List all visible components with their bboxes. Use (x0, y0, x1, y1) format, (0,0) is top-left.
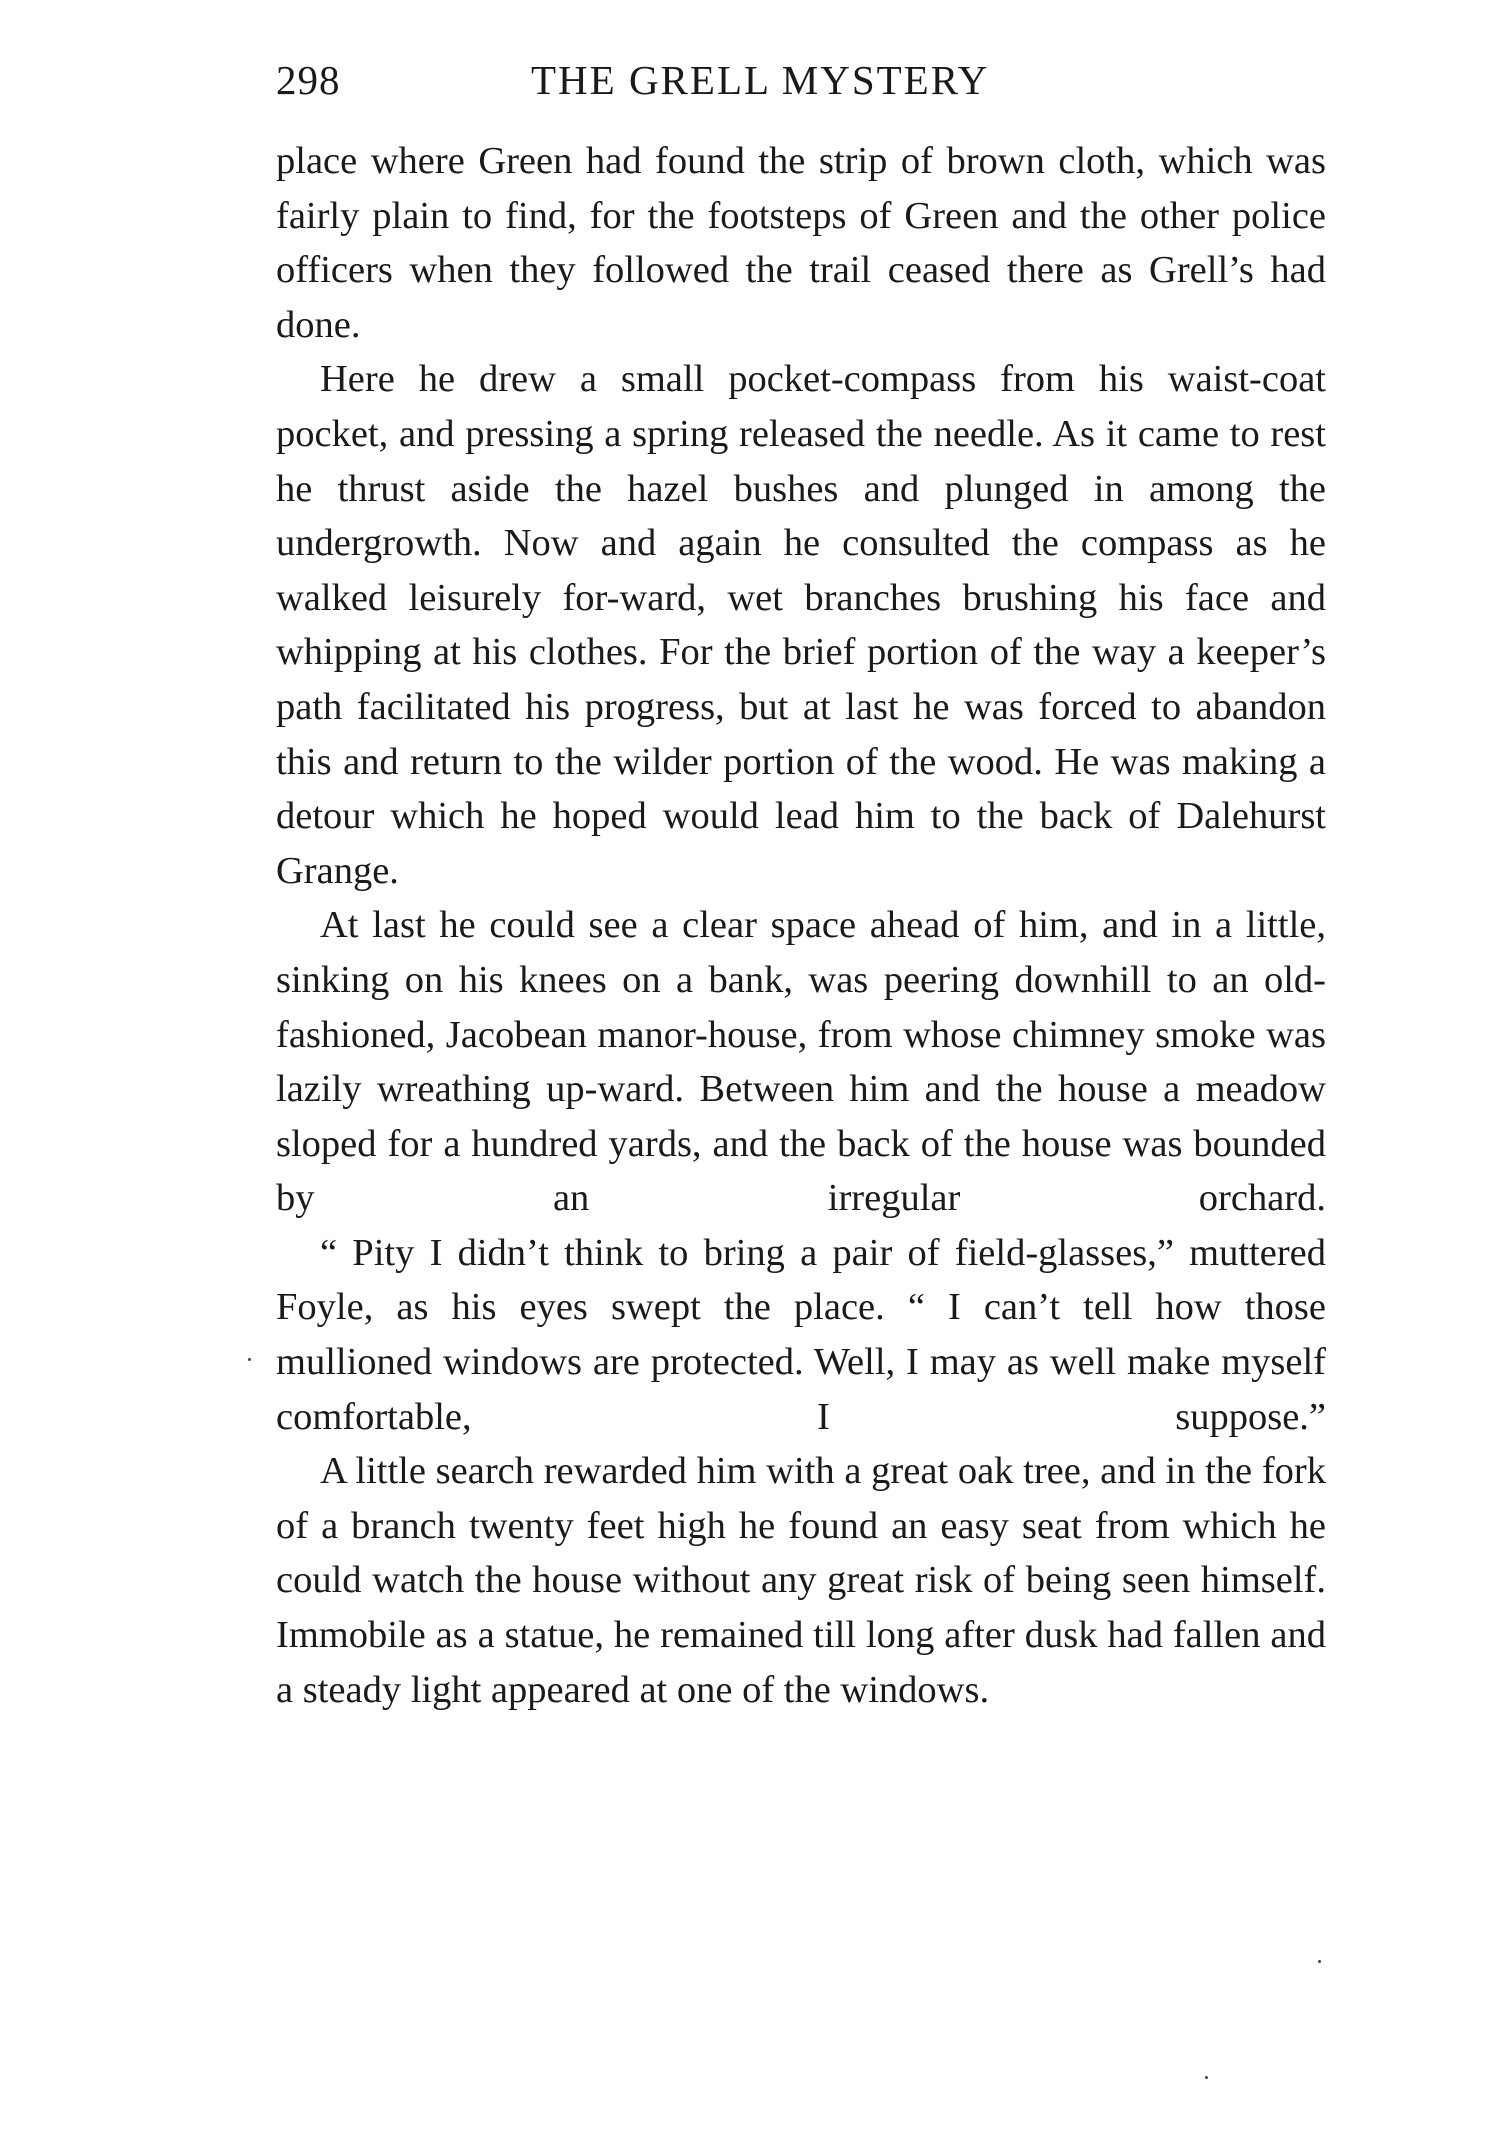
paragraph-dialogue: “ Pity I didn’t think to bring a pair of field-glasses,” muttered Foyle, as his eyes swept the place. “ I can’t tell how those mullioned windows are protected. Well, I may as well make myself comfortable, I suppose.” (276, 1231, 1326, 1438)
print-speck (1205, 2076, 1208, 2079)
body-text (276, 134, 1326, 1717)
paragraph-oak-tree: A little search rewarded him with a great oak tree, and in the fork of a branch twenty feet high he found an easy seat from which he could watch the house without any great risk of being seen himself. Immobile as a statue, he remained till long after dusk had fallen and a steady light appeared at one of the windows. (276, 1450, 1326, 1711)
running-head (276, 56, 1326, 116)
print-speck (1318, 1960, 1321, 1963)
page-number: 298 (276, 57, 341, 103)
book-title: THE GRELL MYSTERY (531, 57, 990, 103)
paragraph-continued: place where Green had found the strip of brown cloth, which was fairly plain to find, for the footsteps of Green and the other police officers when they followed the trail ceased there as Grell’s had done. (276, 140, 1326, 346)
paragraph-manor-house: At last he could see a clear space ahead of him, and in a little, sinking on his knees on a bank, was peering downhill to an old-fashioned, Jacobean manor-house, from whose chimney smoke was lazily wreathing up-ward. Between him and the house a meadow sloped for a hundred yards, and the back of the house was bounded by an irregular orchard. (276, 904, 1326, 1220)
print-speck (248, 1358, 251, 1361)
paragraph-compass: Here he drew a small pocket-compass from his waist-coat pocket, and pressing a spring released the needle. As it came to rest he thrust aside the hazel bushes and plunged in among the undergrowth. Now and again he consulted the compass as he walked leisurely for-ward, wet branches brushing his face and whipping at his clothes. For the brief portion of the way a keeper’s path facilitated his progress, but at last he was forced to abandon this and return to the wilder portion of the wood. He was making a detour which he hoped would lead him to the back of Dalehurst Grange. (276, 358, 1326, 892)
